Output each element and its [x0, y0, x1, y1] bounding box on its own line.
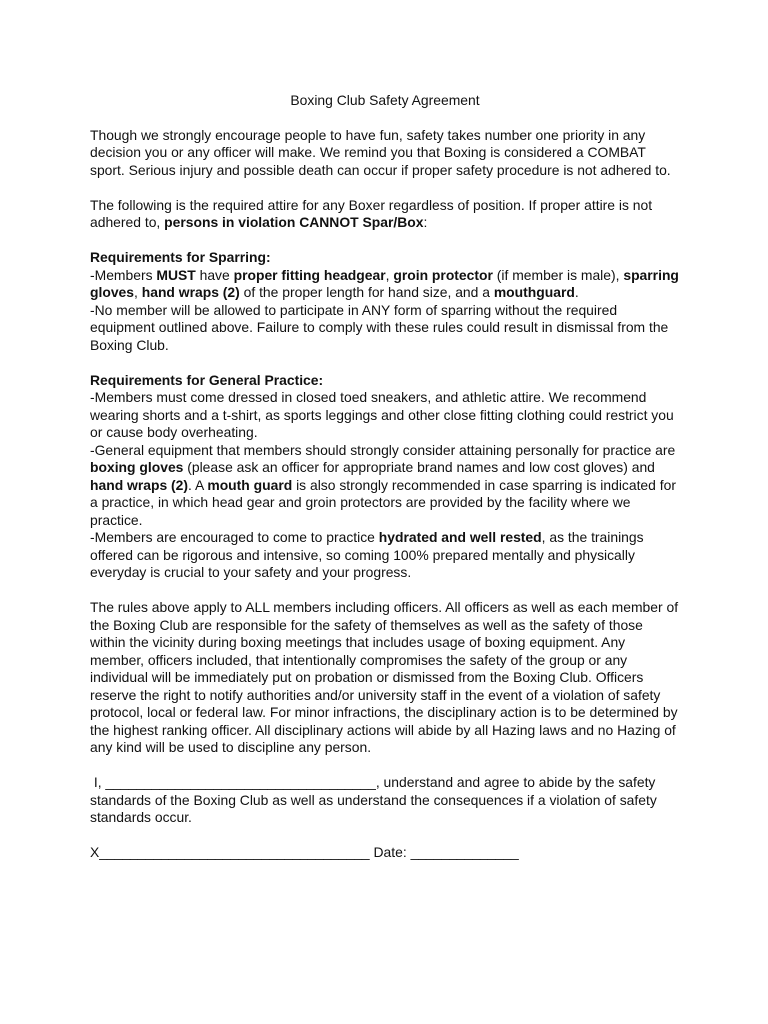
- rules-paragraph: The rules above apply to ALL members including officers. All officers as well as each member of the Boxing Club are responsible for the safety of themselves as well as the safety of those within the vicinity during boxing meetings that includes usage of boxing equipment. Any member, officers included, that intentionally compromises the safety of the group or any individual will be immediately put on probation or dismissed from the Boxing Club. Officers reserve the right to notify authorities and/or university staff in the event of a violation of safety protocol, local or federal law. For minor infractions, the disciplinary action is to be determined by the highest ranking officer. All disciplinary actions will abide by all Hazing laws and no Hazing of any kind will be used to discipline any person.: [90, 599, 679, 755]
- document-title: Boxing Club Safety Agreement: [290, 92, 480, 108]
- sparring-bold: mouthguard: [493, 284, 575, 300]
- general-text: is also strongly recommended in case sparring is indicated for a practice, in which head gear and groin protectors are provided by the facility where we practice.: [90, 476, 676, 528]
- attire-colon: :: [423, 214, 428, 230]
- sparring-bold: MUST: [156, 266, 196, 283]
- attire-paragraph: [90, 197, 680, 232]
- sparring-text: of the proper length for hand size, and a: [239, 284, 494, 300]
- attire-text: The following is the required attire for any Boxer regardless of position. If proper attire is not adhered to,: [90, 196, 653, 230]
- acknowledgement-paragraph: I, ___________________________________, understand and agree to abide by the safety standards of the Boxing Club as well as understand the consequences if a violation of safety standards occur.: [90, 774, 661, 825]
- sparring-bold: proper fitting headgear: [233, 266, 386, 283]
- general-section: [90, 372, 680, 582]
- sparring-text: -Members: [90, 266, 157, 283]
- paragraph-spacer: [90, 232, 680, 250]
- general-bold: mouth guard: [207, 476, 293, 493]
- general-bold: hydrated and well rested: [378, 529, 542, 545]
- general-text: -Members are encouraged to come to practice: [90, 529, 379, 545]
- paragraph-spacer: [90, 827, 680, 845]
- sparring-text: have: [195, 266, 234, 283]
- attire-violation-text: persons in violation CANNOT Spar/Box: [164, 214, 424, 230]
- general-heading: Requirements for General Practice:: [90, 371, 324, 388]
- sparring-bold: hand wraps (2): [141, 284, 240, 300]
- general-item-3: [90, 529, 644, 580]
- general-item-1: -Members must come dressed in closed toed sneakers, and athletic attire. We recommend wearing shorts and a t-shirt, as sports leggings and other close fitting clothing could restrict you or cause body overheating.: [90, 389, 674, 440]
- sparring-text: ,: [385, 266, 394, 283]
- document-page: [90, 92, 680, 862]
- general-text: . A: [188, 476, 208, 493]
- intro-paragraph: Though we strongly encourage people to have fun, safety takes number one priority in any decision you or any officer will make. We remind you that Boxing is considered a COMBAT sport. Serious injury and possible death can occur if proper safety procedure is not adhered to.: [90, 126, 671, 178]
- sparring-text: (if member is male),: [492, 266, 624, 283]
- sparring-section: [90, 249, 680, 354]
- general-text: , as the trainings offered can be rigorous and intensive, so coming 100% prepared mentally and physically everyday is crucial to your safety and your progress.: [90, 529, 644, 580]
- sparring-bold: sparring gloves: [90, 266, 679, 300]
- signature-date-line: X___________________________________ Date: ______________: [90, 844, 519, 860]
- sparring-item-2: -No member will be allowed to participate in ANY form of sparring without the required equipment outlined above. Failure to comply with these rules could result in dismissal from the Boxing Club.: [90, 301, 669, 353]
- general-bold: boxing gloves: [90, 459, 184, 475]
- sparring-text: ,: [134, 284, 142, 300]
- general-bold: hand wraps (2): [90, 476, 189, 493]
- sparring-item-1: [90, 267, 679, 301]
- paragraph-spacer: [90, 179, 680, 197]
- general-item-2: [90, 442, 676, 528]
- paragraph-spacer: [90, 757, 680, 775]
- general-text: (please ask an officer for appropriate brand names and low cost gloves) and: [183, 459, 655, 475]
- sparring-heading: Requirements for Sparring:: [90, 249, 271, 265]
- sparring-text: .: [574, 284, 579, 300]
- general-text: -General equipment that members should strongly consider attaining personally for practice are: [90, 441, 676, 458]
- paragraph-spacer: [90, 354, 680, 372]
- paragraph-spacer: [90, 582, 680, 600]
- sparring-bold: groin protector: [393, 266, 493, 283]
